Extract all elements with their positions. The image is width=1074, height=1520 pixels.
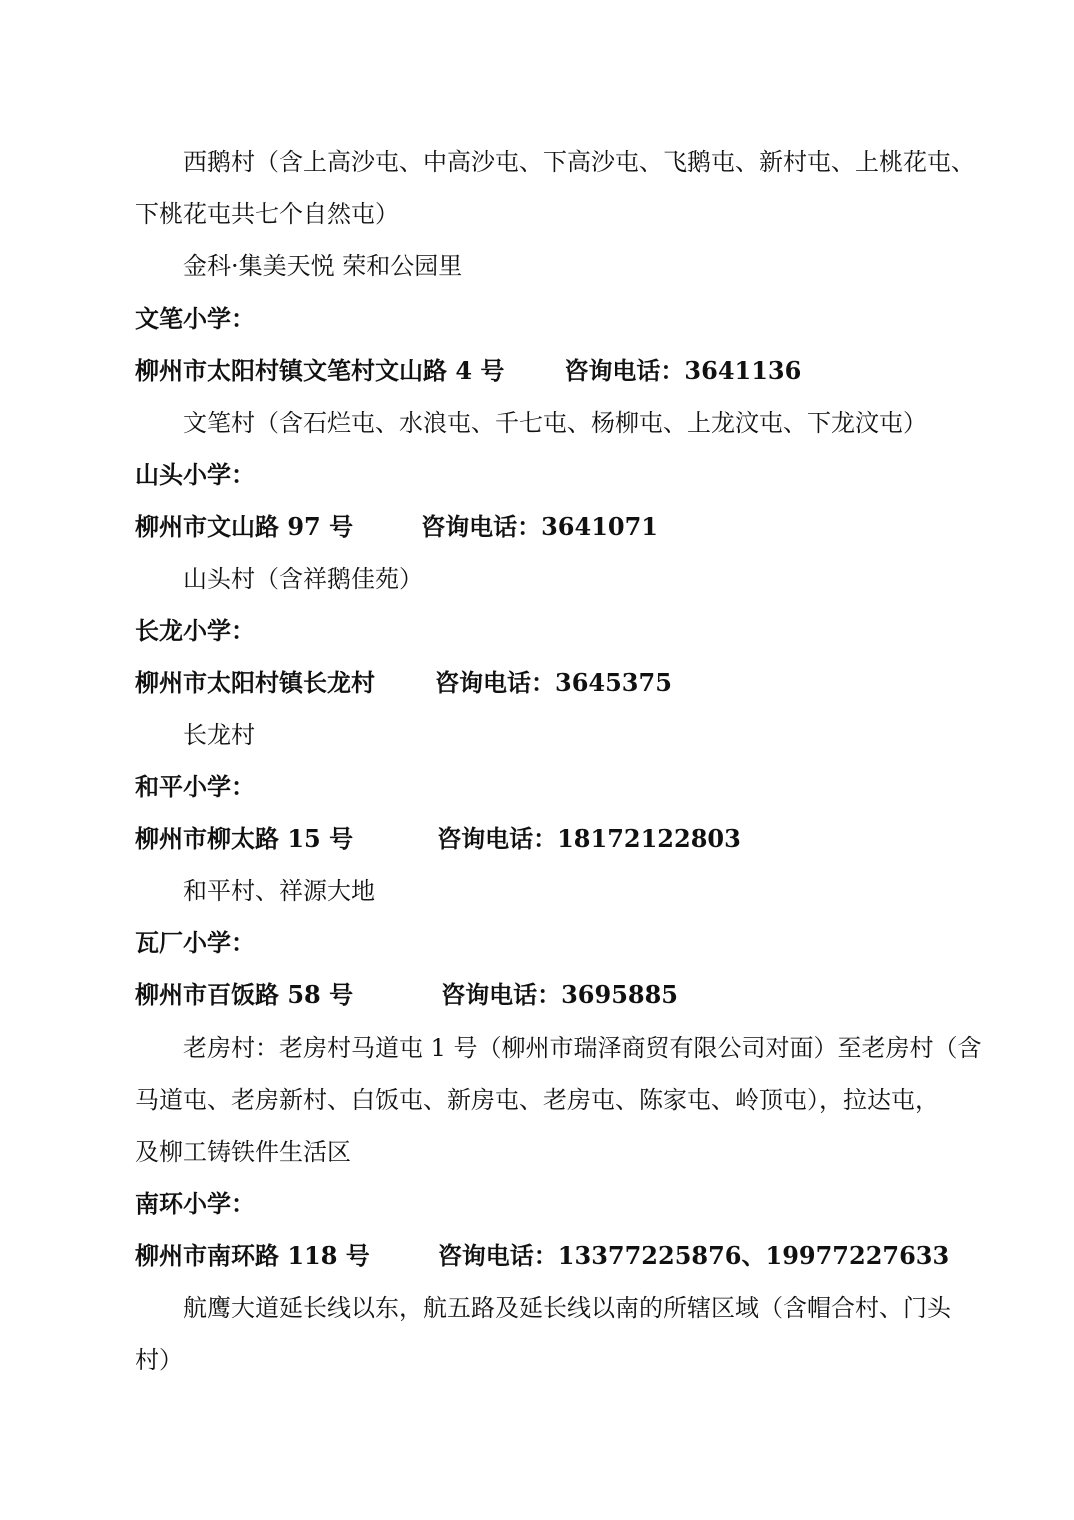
school-address-line-wenbi bbox=[135, 345, 955, 397]
school-phone: 咨询电话：3641071 bbox=[421, 512, 659, 541]
school-name-shantou: 山头小学： bbox=[135, 460, 255, 489]
school-phone: 咨询电话：3641136 bbox=[564, 356, 802, 385]
school-area-heping: 和平村、祥源大地 bbox=[183, 877, 375, 905]
school-phone: 咨询电话：3645375 bbox=[435, 668, 672, 697]
school-area-nanhuan-1: 航鹰大道延长线以东，航五路及延长线以南的所辖区域（含帽合村、门头 bbox=[183, 1294, 951, 1322]
school-address: 柳州市太阳村镇文笔村文山路 4 号 bbox=[135, 356, 505, 385]
school-area-nanhuan-2: 村） bbox=[135, 1346, 183, 1374]
school-address: 柳州市太阳村镇长龙村 bbox=[135, 668, 375, 697]
school-address: 柳州市柳太路 15 号 bbox=[135, 824, 354, 853]
school-phone: 咨询电话：13377225876、19977227633 bbox=[437, 1241, 950, 1270]
intro-line-3: 金科·集美天悦 荣和公园里 bbox=[183, 252, 463, 280]
school-address: 柳州市文山路 97 号 bbox=[135, 512, 354, 541]
school-area-wenbi: 文笔村（含石烂屯、水浪屯、千七屯、杨柳屯、上龙汶屯、下龙汶屯） bbox=[183, 409, 927, 437]
school-name-wenbi: 文笔小学： bbox=[135, 304, 255, 333]
school-area-wachang-2: 马道屯、老房新村、白饭屯、新房屯、老房屯、陈家屯、岭顶屯），拉达屯， bbox=[135, 1086, 939, 1114]
school-address-line-heping bbox=[135, 813, 955, 865]
school-address-line-wachang bbox=[135, 969, 955, 1021]
school-area-wachang-1: 老房村：老房村马道屯 1 号（柳州市瑞泽商贸有限公司对面）至老房村（含 bbox=[183, 1034, 982, 1062]
school-area-wachang-3: 及柳工铸铁件生活区 bbox=[135, 1138, 351, 1166]
school-phone: 咨询电话：3695885 bbox=[441, 980, 679, 1009]
school-address: 柳州市南环路 118 号 bbox=[135, 1241, 370, 1270]
school-address-line-nanhuan bbox=[135, 1230, 955, 1282]
intro-line-2: 下桃花屯共七个自然屯） bbox=[135, 200, 399, 228]
school-name-nanhuan: 南环小学： bbox=[135, 1189, 255, 1218]
school-phone: 咨询电话：18172122803 bbox=[437, 824, 741, 853]
school-address-line-changlong bbox=[135, 657, 955, 709]
intro-line-1: 西鹅村（含上高沙屯、中高沙屯、下高沙屯、飞鹅屯、新村屯、上桃花屯、 bbox=[183, 148, 975, 176]
school-address: 柳州市百饭路 58 号 bbox=[135, 980, 354, 1009]
school-name-changlong: 长龙小学： bbox=[135, 616, 255, 645]
school-address-line-shantou bbox=[135, 501, 955, 553]
school-area-changlong: 长龙村 bbox=[183, 721, 255, 749]
school-name-heping: 和平小学： bbox=[135, 772, 255, 801]
school-name-wachang: 瓦厂小学： bbox=[135, 928, 255, 957]
school-area-shantou: 山头村（含祥鹅佳苑） bbox=[183, 565, 423, 593]
